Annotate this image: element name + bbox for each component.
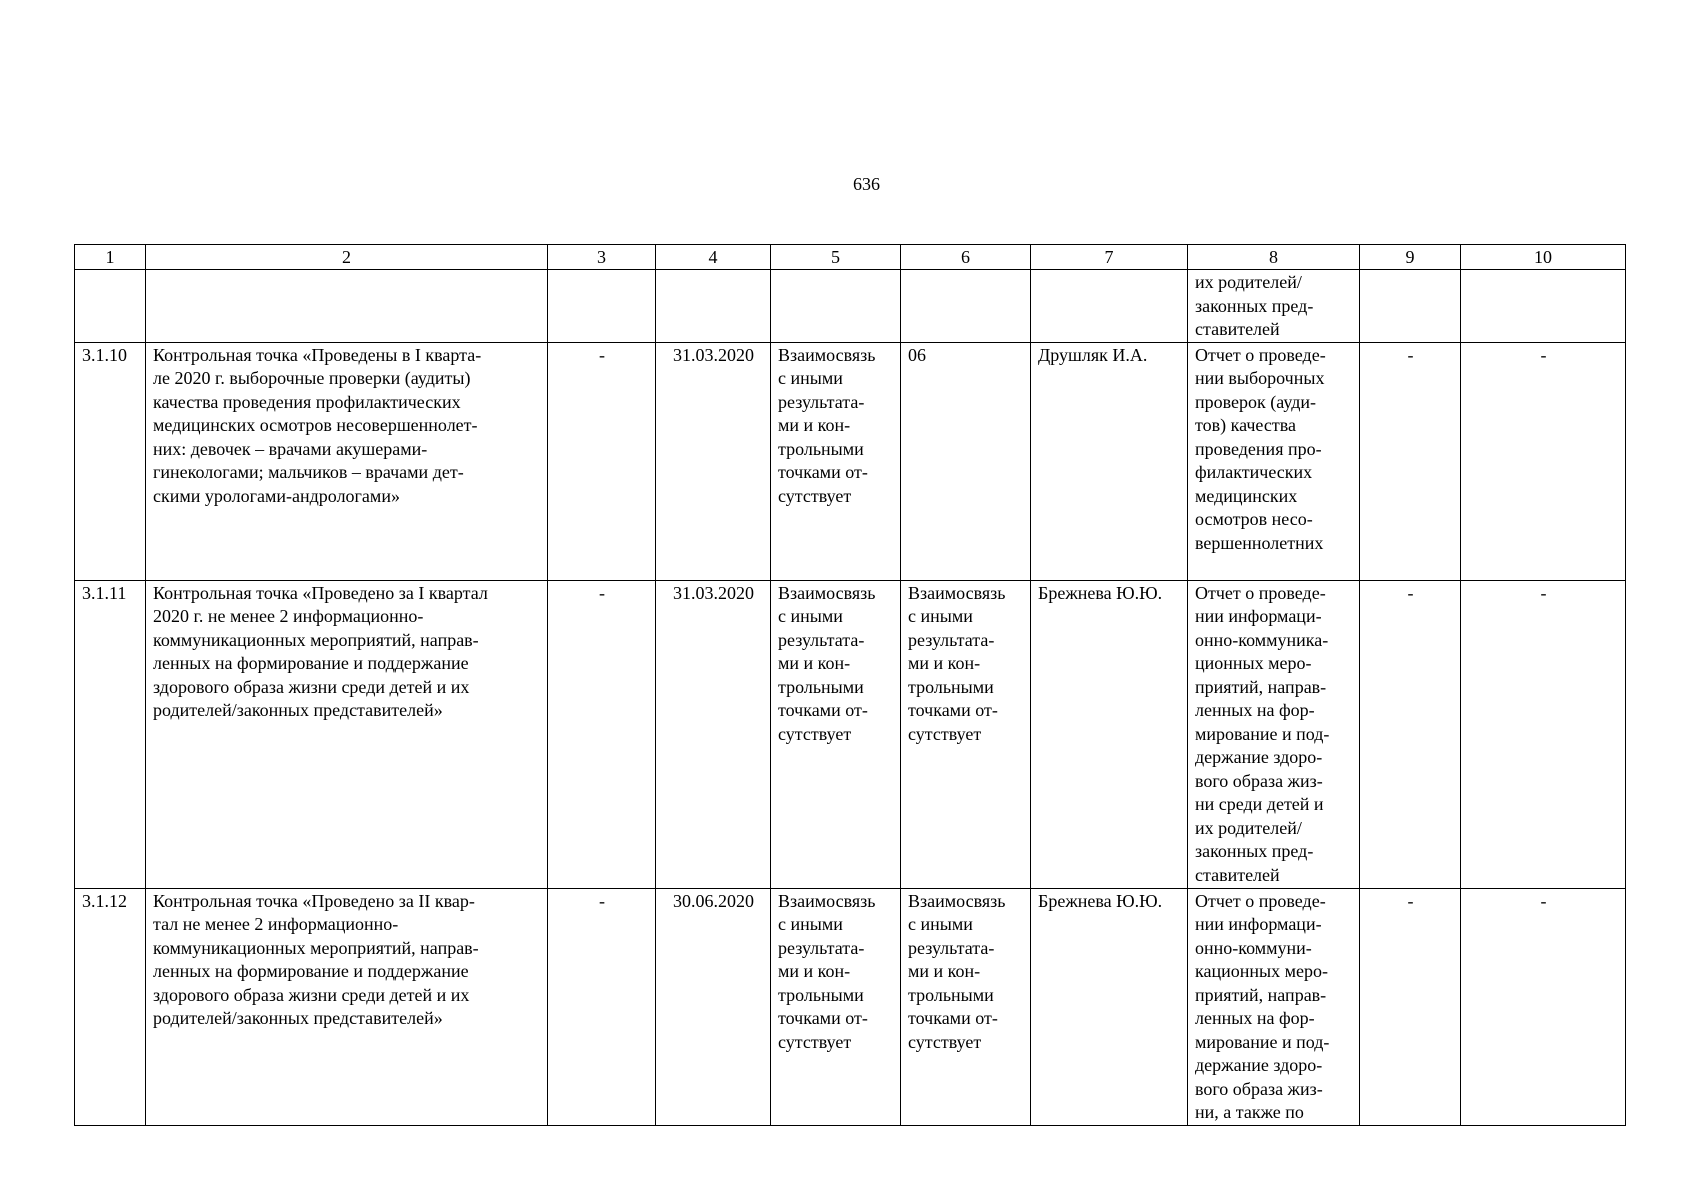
cell-text-line: ставителей xyxy=(1195,864,1280,885)
cell-text-line: Взаимосвязь xyxy=(908,890,1006,911)
table-row xyxy=(75,342,1626,580)
cell-text-line: сутствует xyxy=(778,485,852,506)
item-number-cell: 3.1.11 xyxy=(75,580,146,888)
column-number-1: 1 xyxy=(75,245,146,270)
cell-text-line: ми и кон- xyxy=(778,653,851,673)
end-date-cell: 30.06.2020 xyxy=(656,888,771,1125)
cell-text-line: ми и кон- xyxy=(778,961,851,981)
cell-text-line: мирование и под- xyxy=(1195,723,1330,744)
cell-text-line: онно-коммуни- xyxy=(1195,937,1312,958)
cell-text-line: скими урологами-андрологами» xyxy=(153,485,400,506)
cell-text-line: ленных на формирование и поддержание xyxy=(153,653,469,673)
table-header xyxy=(75,245,1626,270)
column-number-2: 2 xyxy=(146,245,548,270)
end-date-cell xyxy=(656,270,771,343)
predecessor-link-cell xyxy=(771,888,901,1125)
cell-text-line: ле 2020 г. выборочные проверки (аудиты) xyxy=(153,368,471,388)
cell-text-line: Взаимосвязь xyxy=(778,582,876,603)
cell-text-line: держание здоро- xyxy=(1195,747,1323,767)
cell-text-line: филактических xyxy=(1195,462,1313,482)
cell-text-line: результата- xyxy=(778,629,865,650)
cell-text-line: ми и кон- xyxy=(908,653,981,673)
successor-link-cell xyxy=(901,580,1031,888)
responsible-person-cell: Друшляк И.А. xyxy=(1031,342,1188,580)
start-date-cell xyxy=(548,270,656,343)
cell-text-line: трольными xyxy=(908,984,994,1005)
cell-text-line: ми и кон- xyxy=(778,415,851,435)
cell-text-line: Отчет о проведе- xyxy=(1195,582,1326,603)
cell-text-line: с иными xyxy=(778,914,843,934)
column-number-4: 4 xyxy=(656,245,771,270)
control-point-description-cell xyxy=(146,888,548,1125)
cell-text-line: ленных на фор- xyxy=(1195,1008,1315,1028)
cell-text-line: результата- xyxy=(778,937,865,958)
start-date-cell: - xyxy=(548,580,656,888)
result-document-cell xyxy=(1188,888,1360,1125)
start-date-cell: - xyxy=(548,888,656,1125)
level-control-cell: - xyxy=(1360,342,1461,580)
cell-text-line: Контрольная точка «Проведено за I квартал xyxy=(153,582,488,603)
cell-text-line: ми и кон- xyxy=(908,961,981,981)
page-number: 636 xyxy=(853,174,880,194)
cell-text-line: осмотров несо- xyxy=(1195,509,1313,529)
successor-link-cell xyxy=(901,888,1031,1125)
cell-text-line: сутствует xyxy=(778,1031,852,1052)
cell-text-line: Отчет о проведе- xyxy=(1195,890,1326,911)
cell-text-line: Взаимосвязь xyxy=(778,890,876,911)
cell-text-line: с иными xyxy=(908,914,973,934)
cell-text-line: проведения про- xyxy=(1195,438,1322,459)
responsible-person-cell: Брежнева Ю.Ю. xyxy=(1031,888,1188,1125)
end-date-cell: 31.03.2020 xyxy=(656,580,771,888)
cell-text-line: сутствует xyxy=(908,1031,982,1052)
responsible-person-cell: Брежнева Ю.Ю. xyxy=(1031,580,1188,888)
cell-text-line: качества проведения профилактических xyxy=(153,391,461,412)
notes-cell: - xyxy=(1461,888,1626,1125)
cell-text-line: них: девочек – врачами акушерами- xyxy=(153,438,428,459)
level-control-cell: - xyxy=(1360,580,1461,888)
cell-text-line: точками от- xyxy=(778,1008,868,1028)
cell-text-line: вершеннолетних xyxy=(1195,532,1324,553)
cell-text-line: Контрольная точка «Проведены в I кварта- xyxy=(153,344,482,365)
cell-text-line: точками от- xyxy=(778,700,868,720)
cell-text-line: результата- xyxy=(778,391,865,412)
column-number-8: 8 xyxy=(1188,245,1360,270)
cell-text-line: держание здоро- xyxy=(1195,1055,1323,1075)
successor-link-cell xyxy=(901,270,1031,343)
cell-text-line: ленных на фор- xyxy=(1195,700,1315,720)
column-number-7: 7 xyxy=(1031,245,1188,270)
cell-text-line: ставителей xyxy=(1195,319,1280,339)
result-document-cell xyxy=(1188,342,1360,580)
column-number-5: 5 xyxy=(771,245,901,270)
result-document-cell xyxy=(1188,270,1360,343)
result-document-cell xyxy=(1188,580,1360,888)
successor-link-cell xyxy=(901,342,1031,580)
notes-cell xyxy=(1461,270,1626,343)
cell-text-line: их родителей/ xyxy=(1195,272,1302,292)
cell-text-line: онно-коммуника- xyxy=(1195,629,1329,650)
cell-text-line: родителей/законных представителей» xyxy=(153,1008,443,1028)
cell-text-line: результата- xyxy=(908,937,995,958)
cell-text-line: точками от- xyxy=(908,1008,998,1028)
cell-text-line: коммуникационных мероприятий, направ- xyxy=(153,629,479,650)
control-points-table xyxy=(74,244,1626,1126)
cell-text-line: кационных меро- xyxy=(1195,961,1328,981)
column-number-10: 10 xyxy=(1461,245,1626,270)
item-number-cell: 3.1.10 xyxy=(75,342,146,580)
column-number-6: 6 xyxy=(901,245,1031,270)
cell-text-line: Взаимосвязь xyxy=(778,344,876,365)
start-date-cell: - xyxy=(548,342,656,580)
predecessor-link-cell xyxy=(771,580,901,888)
cell-text-line: точками от- xyxy=(778,462,868,482)
cell-text-line: ни, а также по xyxy=(1195,1102,1304,1122)
cell-text-line: ни среди детей и xyxy=(1195,794,1324,814)
cell-text-line: Отчет о проведе- xyxy=(1195,344,1326,365)
cell-text-line: трольными xyxy=(778,984,864,1005)
control-point-description-cell xyxy=(146,270,548,343)
cell-text-line: трольными xyxy=(778,438,864,459)
cell-text-line: нии информаци- xyxy=(1195,914,1322,934)
cell-text-line: точками от- xyxy=(908,700,998,720)
table-row xyxy=(75,580,1626,888)
cell-text-line: медицинских осмотров несовершеннолет- xyxy=(153,415,478,435)
level-control-cell: - xyxy=(1360,888,1461,1125)
cell-text-line: вого образа жиз- xyxy=(1195,1078,1323,1099)
cell-text-line: тов) качества xyxy=(1195,415,1296,435)
cell-text-line: приятий, направ- xyxy=(1195,984,1327,1005)
cell-text-line: коммуникационных мероприятий, направ- xyxy=(153,937,479,958)
cell-text-line: нии информаци- xyxy=(1195,606,1322,626)
item-number-cell: 3.1.12 xyxy=(75,888,146,1125)
cell-text-line: сутствует xyxy=(908,723,982,744)
header-row xyxy=(75,245,1626,270)
predecessor-link-cell xyxy=(771,270,901,343)
control-point-description-cell xyxy=(146,580,548,888)
cell-text-line: здорового образа жизни среди детей и их xyxy=(153,984,470,1005)
cell-text-line: гинекологами; мальчиков – врачами дет- xyxy=(153,462,464,482)
cell-text-line: Взаимосвязь xyxy=(908,582,1006,603)
cell-text-line: трольными xyxy=(778,676,864,697)
column-number-9: 9 xyxy=(1360,245,1461,270)
cell-text-line: законных пред- xyxy=(1195,841,1314,861)
control-point-description-cell xyxy=(146,342,548,580)
cell-text-line: ленных на формирование и поддержание xyxy=(153,961,469,981)
cell-text-line: родителей/законных представителей» xyxy=(153,700,443,720)
table-row xyxy=(75,270,1626,343)
table-body xyxy=(75,270,1626,1126)
cell-text-line: ционных меро- xyxy=(1195,653,1312,673)
cell-text-line: тал не менее 2 информационно- xyxy=(153,914,399,934)
notes-cell: - xyxy=(1461,342,1626,580)
cell-text-line: сутствует xyxy=(778,723,852,744)
cell-text-line: 06 xyxy=(908,344,926,365)
cell-text-line: результата- xyxy=(908,629,995,650)
responsible-person-cell xyxy=(1031,270,1188,343)
cell-text-line: здорового образа жизни среди детей и их xyxy=(153,676,470,697)
cell-text-line: проверок (ауди- xyxy=(1195,391,1316,412)
table-row xyxy=(75,888,1626,1125)
cell-text-line: медицинских xyxy=(1195,485,1298,506)
cell-text-line: их родителей/ xyxy=(1195,817,1302,838)
cell-text-line: с иными xyxy=(908,606,973,626)
notes-cell: - xyxy=(1461,580,1626,888)
cell-text-line: Контрольная точка «Проведено за II квар- xyxy=(153,890,475,911)
cell-text-line: законных пред- xyxy=(1195,295,1314,316)
cell-text-line: трольными xyxy=(908,676,994,697)
end-date-cell: 31.03.2020 xyxy=(656,342,771,580)
cell-text-line: нии выборочных xyxy=(1195,368,1325,388)
cell-text-line: с иными xyxy=(778,368,843,388)
cell-text-line: 2020 г. не менее 2 информационно- xyxy=(153,606,424,626)
cell-text-line: мирование и под- xyxy=(1195,1031,1330,1052)
level-control-cell xyxy=(1360,270,1461,343)
predecessor-link-cell xyxy=(771,342,901,580)
cell-text-line: с иными xyxy=(778,606,843,626)
item-number-cell xyxy=(75,270,146,343)
cell-text-line: приятий, направ- xyxy=(1195,676,1327,697)
column-number-3: 3 xyxy=(548,245,656,270)
cell-text-line: вого образа жиз- xyxy=(1195,770,1323,791)
